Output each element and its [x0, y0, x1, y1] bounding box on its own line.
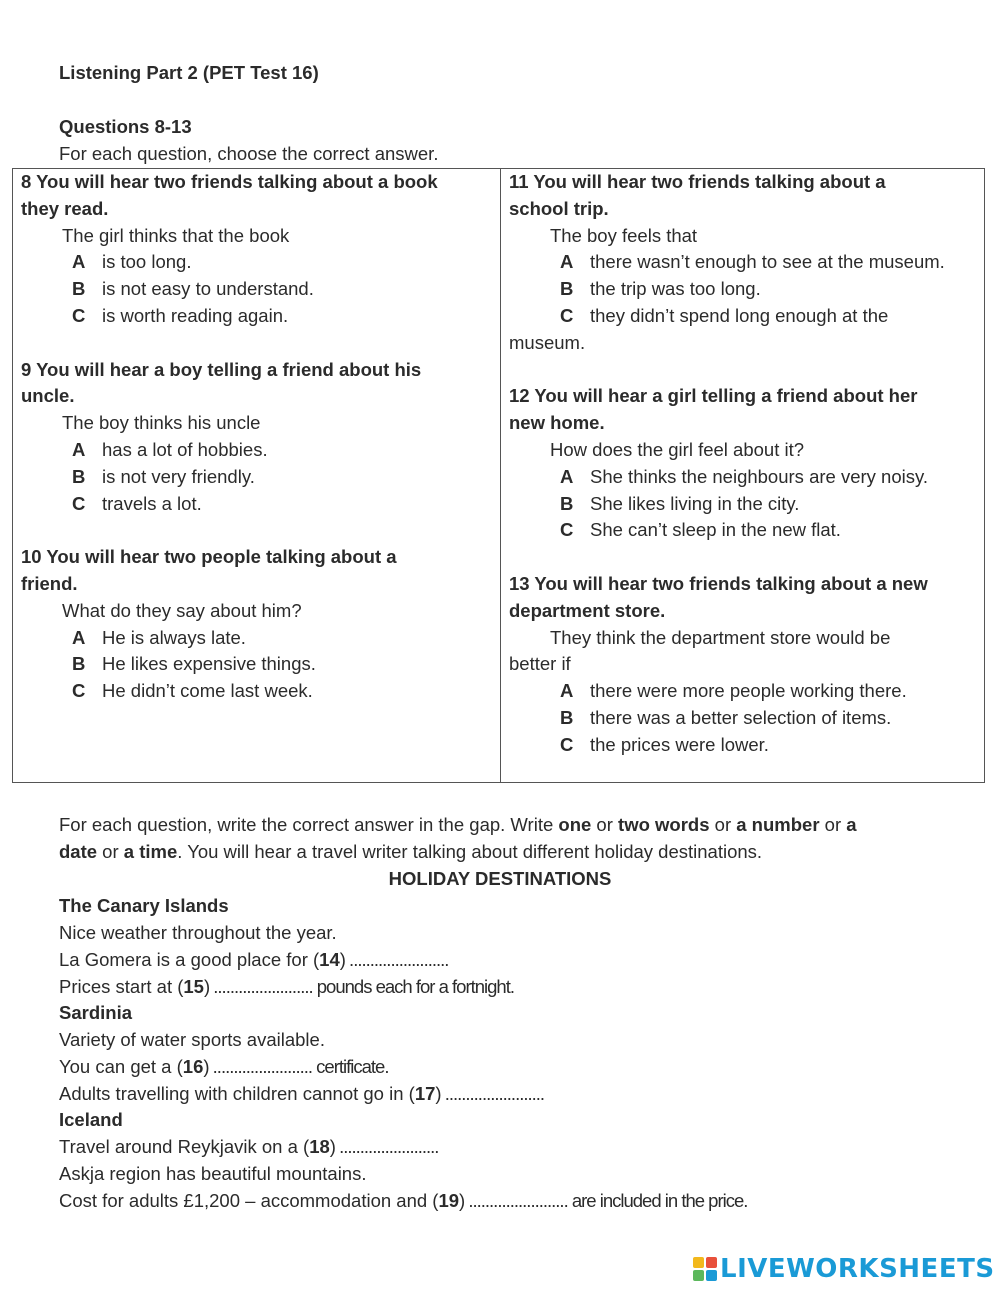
option-c[interactable]: C She can’t sleep in the new flat. — [560, 519, 841, 541]
question-lead: The boy thinks his uncle — [62, 412, 261, 434]
column-divider — [500, 169, 501, 782]
liveworksheets-logo — [693, 1256, 995, 1282]
question-stem: 11 You will hear two friends talking about a — [509, 171, 886, 192]
option-a[interactable]: A She thinks the neighbours are very noisy. — [560, 465, 928, 487]
part3-instruction-line2: date or a time. You will hear a travel writer talking about different holiday destinations. — [59, 841, 763, 862]
question-stem-cont: department store. — [509, 599, 666, 621]
option-b[interactable]: B there was a better selection of items. — [560, 706, 892, 728]
questions-table — [12, 168, 985, 783]
section-title: HOLIDAY DESTINATIONS — [388, 868, 612, 889]
question-stem-cont: school trip. — [509, 197, 609, 219]
logo-text: LIVEWORKSHEETS — [720, 1254, 995, 1284]
iceland-note: Askja region has beautiful mountains. — [59, 1163, 367, 1184]
option-c[interactable]: C is worth reading again. — [72, 304, 289, 326]
iceland-heading: Iceland — [59, 1109, 123, 1130]
question-9 — [21, 357, 491, 518]
left-column — [21, 169, 491, 732]
question-11 — [509, 169, 979, 357]
gap-18[interactable]: Travel around Reykjavik on a (18) ........................ — [59, 1136, 439, 1157]
canary-note: Nice weather throughout the year. — [59, 922, 337, 943]
question-lead-wrap: better if — [509, 653, 571, 675]
sardinia-note: Variety of water sports available. — [59, 1029, 325, 1050]
gap-16[interactable]: You can get a (16) ........................ certificate. — [59, 1056, 389, 1077]
gap-17[interactable]: Adults travelling with children cannot go in (17) ........................ — [59, 1083, 545, 1104]
option-a[interactable]: A He is always late. — [72, 626, 246, 648]
worksheet-title: Listening Part 2 (PET Test 16) — [59, 62, 319, 83]
option-b[interactable]: B the trip was too long. — [560, 278, 761, 300]
question-stem: 9 You will hear a boy telling a friend about his — [21, 358, 422, 380]
option-b[interactable]: B is not very friendly. — [72, 465, 255, 487]
option-c-wrap: museum. — [509, 331, 586, 353]
question-lead: The boy feels that — [550, 224, 698, 246]
question-lead: They think the department store would be — [550, 626, 891, 648]
questions-heading: Questions 8-13 — [59, 116, 192, 137]
question-8 — [21, 169, 491, 330]
question-stem: 10 You will hear two people talking about a — [21, 546, 397, 568]
option-a[interactable]: A has a lot of hobbies. — [72, 438, 268, 460]
part3-instruction-line1: For each question, write the correct answer in the gap. Write one or two words or a number or a — [59, 814, 857, 835]
question-10 — [21, 544, 491, 705]
question-stem-cont: they read. — [21, 197, 109, 219]
question-lead: How does the girl feel about it? — [550, 438, 805, 460]
sardinia-heading: Sardinia — [59, 1002, 132, 1023]
option-a[interactable]: A there wasn’t enough to see at the museum. — [560, 251, 945, 273]
question-12 — [509, 383, 979, 544]
question-lead: The girl thinks that the book — [62, 224, 290, 246]
option-b[interactable]: B He likes expensive things. — [72, 653, 316, 675]
question-stem-cont: uncle. — [21, 385, 75, 407]
instruction: For each question, choose the correct answer. — [59, 143, 439, 164]
question-lead: What do they say about him? — [62, 599, 302, 621]
option-c[interactable]: C travels a lot. — [72, 492, 202, 514]
gap-14[interactable]: La Gomera is a good place for (14) ........................ — [59, 949, 449, 970]
question-stem: 12 You will hear a girl telling a friend about her — [509, 385, 918, 407]
canary-heading: The Canary Islands — [59, 895, 229, 916]
option-c[interactable]: C the prices were lower. — [560, 733, 769, 755]
option-c[interactable]: C they didn’t spend long enough at the — [560, 304, 889, 326]
gap-19[interactable]: Cost for adults £1,200 – accommodation and (19) ........................ are included in the price. — [59, 1190, 748, 1211]
option-a[interactable]: A is too long. — [72, 251, 192, 273]
option-c[interactable]: C He didn’t come last week. — [72, 680, 313, 702]
option-b[interactable]: B is not easy to understand. — [72, 278, 314, 300]
option-a[interactable]: A there were more people working there. — [560, 680, 907, 702]
question-stem-cont: new home. — [509, 412, 605, 434]
question-stem: 8 You will hear two friends talking about a book — [21, 171, 438, 192]
option-b[interactable]: B She likes living in the city. — [560, 492, 800, 514]
logo-icon — [693, 1257, 717, 1281]
question-13 — [509, 571, 979, 759]
gap-15[interactable]: Prices start at (15) ........................ pounds each for a fortnight. — [59, 976, 515, 997]
question-stem: 13 You will hear two friends talking about a new — [509, 572, 928, 594]
right-column — [509, 169, 979, 785]
question-stem-cont: friend. — [21, 572, 78, 594]
